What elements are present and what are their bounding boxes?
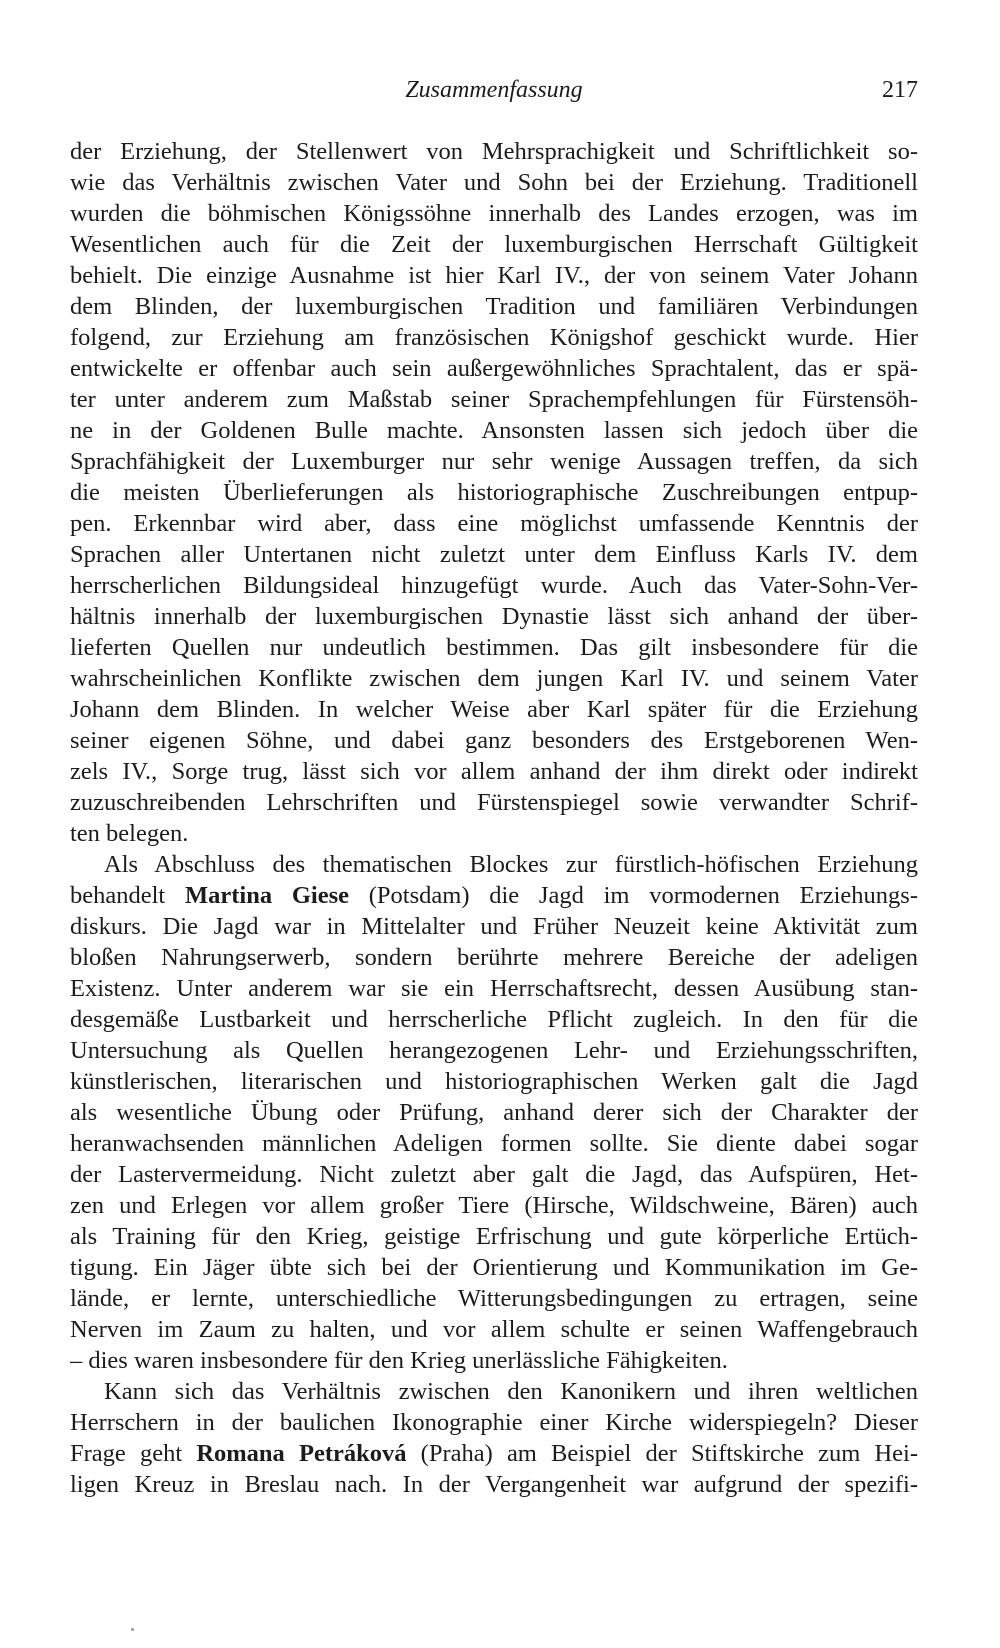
author-name: Martina Giese <box>185 882 349 909</box>
text-line: zen und Erlegen vor allem großer Tiere (Hirsche, Wildschweine, Bären) auch <box>70 1192 918 1219</box>
text-line: ter unter anderem zum Maßstab seiner Sprachempfehlungen für Fürstensöh- <box>70 386 918 413</box>
text-line: wahrscheinlichen Konflikte zwischen dem jungen Karl IV. und seinem Vater <box>70 665 918 692</box>
text-line: heranwachsenden männlichen Adeligen formen sollte. Sie diente dabei sogar <box>70 1130 918 1157</box>
text-line: Nerven im Zaum zu halten, und vor allem schulte er seinen Waffengebrauch <box>70 1316 918 1343</box>
text-line: behielt. Die einzige Ausnahme ist hier Karl IV., der von seinem Vater Johann <box>70 262 918 289</box>
text-run: (Praha) am Beispiel der Stiftskirche zum Hei- <box>406 1440 918 1467</box>
text-line: Johann dem Blinden. In welcher Weise aber Karl später für die Erziehung <box>70 696 918 723</box>
paragraph <box>70 136 918 849</box>
running-head <box>70 72 918 108</box>
text-line: Sprachfähigkeit der Luxemburger nur sehr wenige Aussagen treffen, da sich <box>70 448 918 475</box>
text-line: Herrschern in der baulichen Ikonographie einer Kirche widerspiegeln? Dieser <box>70 1409 918 1436</box>
text-line: ligen Kreuz in Breslau nach. In der Vergangenheit war aufgrund der spezifi- <box>70 1471 918 1498</box>
text-line: ne in der Goldenen Bulle machte. Ansonsten lassen sich jedoch über die <box>70 417 918 444</box>
author-name: Romana Petráková <box>196 1440 407 1467</box>
text-line: ten belegen. <box>70 820 189 847</box>
text-line: pen. Erkennbar wird aber, dass eine möglichst umfassende Kenntnis der <box>70 510 918 537</box>
text-line: wie das Verhältnis zwischen Vater und Sohn bei der Erziehung. Traditionell <box>70 169 918 196</box>
scan-speck <box>131 1628 134 1631</box>
running-title: Zusammenfassung <box>405 77 583 103</box>
text-line: Existenz. Unter anderem war sie ein Herrschaftsrecht, dessen Ausübung stan- <box>70 975 918 1002</box>
text-run: Frage geht <box>70 1440 197 1467</box>
text-line: hältnis innerhalb der luxemburgischen Dynastie lässt sich anhand der über- <box>70 603 918 630</box>
text-line <box>70 1438 918 1469</box>
text-line: als Training für den Krieg, geistige Erfrischung und gute körperliche Ertüch- <box>70 1223 918 1250</box>
text-line: zels IV., Sorge trug, lässt sich vor allem anhand der ihm direkt oder indirekt <box>70 758 918 785</box>
text-run: behandelt <box>70 882 185 909</box>
paragraph <box>70 1376 918 1500</box>
text-line: Kann sich das Verhältnis zwischen den Kanonikern und ihren weltlichen <box>104 1378 918 1405</box>
text-line: – dies waren insbesondere für den Krieg unerlässliche Fähigkeiten. <box>70 1347 728 1374</box>
text-line: künstlerischen, literarischen und historiographischen Werken galt die Jagd <box>70 1068 918 1095</box>
text-line: herrscherlichen Bildungsideal hinzugefügt wurde. Auch das Vater-Sohn-Ver- <box>70 572 918 599</box>
text-line: tigung. Ein Jäger übte sich bei der Orientierung und Kommunikation im Ge- <box>70 1254 918 1281</box>
text-line <box>70 880 918 911</box>
text-line: Sprachen aller Untertanen nicht zuletzt unter dem Einfluss Karls IV. dem <box>70 541 918 568</box>
text-line: als wesentliche Übung oder Prüfung, anhand derer sich der Charakter der <box>70 1099 918 1126</box>
text-line: zuzuschreibenden Lehrschriften und Fürstenspiegel sowie verwandter Schrif- <box>70 789 918 816</box>
page-number: 217 <box>882 77 918 103</box>
body-text <box>70 136 918 1500</box>
text-line: der Lastervermeidung. Nicht zuletzt aber galt die Jagd, das Aufspüren, Het- <box>70 1161 918 1188</box>
text-line: diskurs. Die Jagd war in Mittelalter und Früher Neuzeit keine Aktivität zum <box>70 913 918 940</box>
text-line: Als Abschluss des thematischen Blockes zur fürstlich-höfischen Erziehung <box>104 851 918 878</box>
text-line: lieferten Quellen nur undeutlich bestimmen. Das gilt insbesondere für die <box>70 634 918 661</box>
text-line: seiner eigenen Söhne, und dabei ganz besonders des Erstgeborenen Wen- <box>70 727 918 754</box>
text-line: die meisten Überlieferungen als historiographische Zuschreibungen entpup- <box>70 479 918 506</box>
text-line: der Erziehung, der Stellenwert von Mehrsprachigkeit und Schriftlichkeit so- <box>70 138 918 165</box>
text-line: Untersuchung als Quellen herangezogenen Lehr- und Erziehungsschriften, <box>70 1037 918 1064</box>
text-line: Wesentlichen auch für die Zeit der luxemburgischen Herrschaft Gültigkeit <box>70 231 918 258</box>
text-run: (Potsdam) die Jagd im vormodernen Erziehungs- <box>349 882 918 909</box>
text-line: entwickelte er offenbar auch sein außergewöhnliches Sprachtalent, das er spä- <box>70 355 918 382</box>
text-line: lände, er lernte, unterschiedliche Witterungsbedingungen zu ertragen, seine <box>70 1285 918 1312</box>
text-line: bloßen Nahrungserwerb, sondern berührte mehrere Bereiche der adeligen <box>70 944 918 971</box>
text-line: folgend, zur Erziehung am französischen Königshof geschickt wurde. Hier <box>70 324 918 351</box>
paragraph <box>70 849 918 1376</box>
text-line: desgemäße Lustbarkeit und herrscherliche Pflicht zugleich. In den für die <box>70 1006 918 1033</box>
text-line: dem Blinden, der luxemburgischen Tradition und familiären Verbindungen <box>70 293 918 320</box>
text-line: wurden die böhmischen Königssöhne innerhalb des Landes erzogen, was im <box>70 200 918 227</box>
